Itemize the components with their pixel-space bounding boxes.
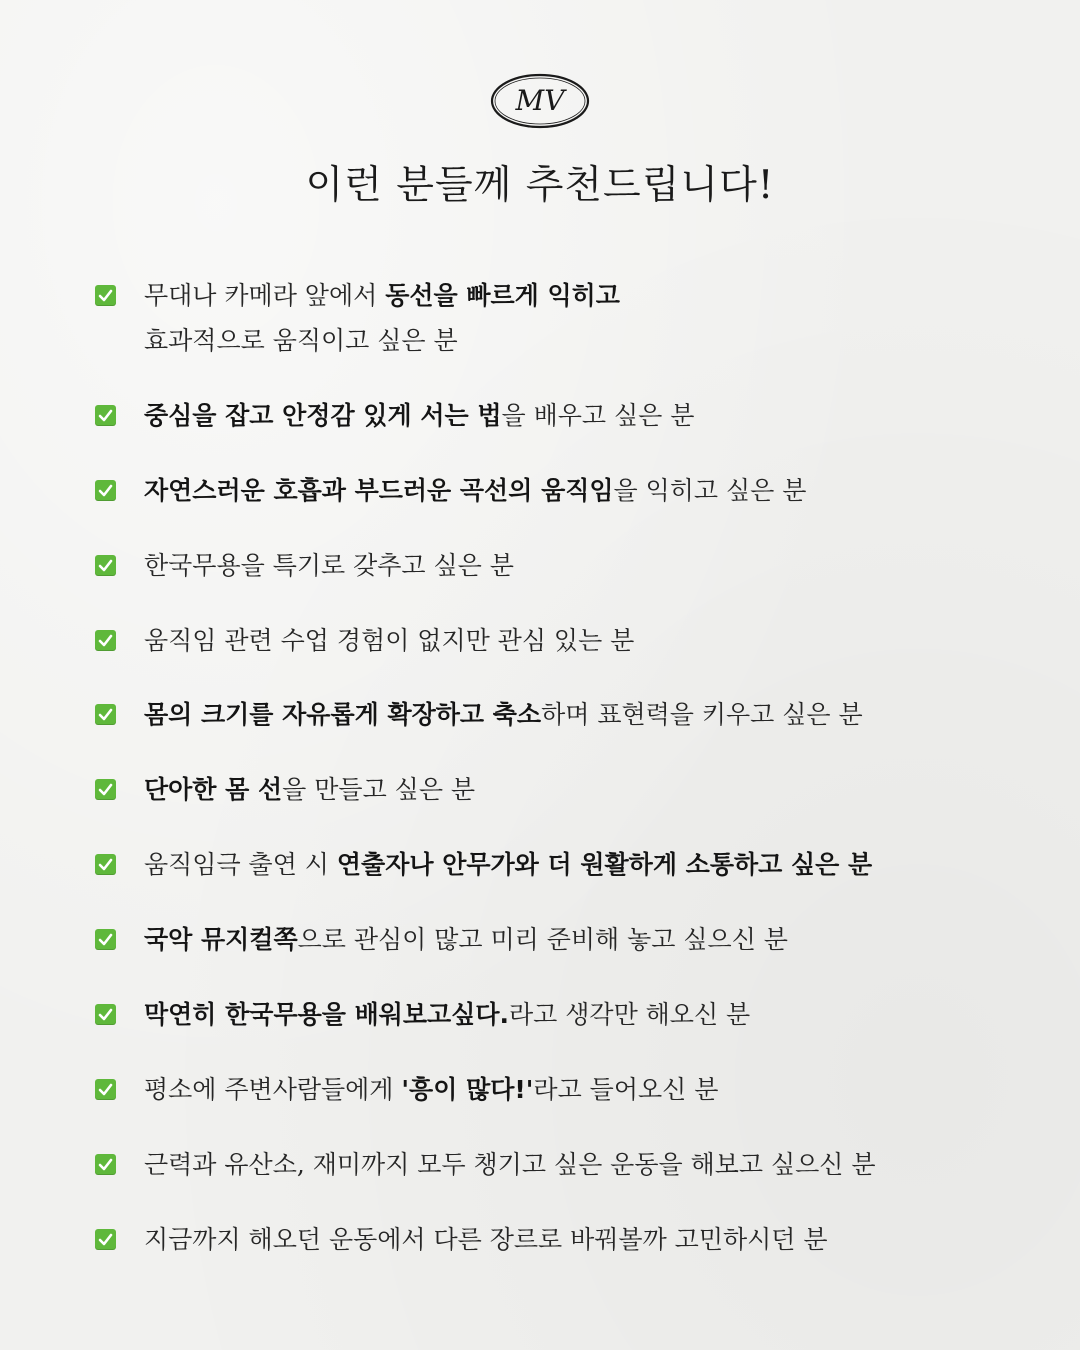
item-text-line: [144, 850, 872, 880]
item-text-line: [144, 326, 458, 356]
check-mark-icon: [95, 1079, 116, 1100]
check-mark-icon: [95, 1229, 116, 1250]
emphasized-text: 자연스러운 호흡과 부드러운 곡선의 움직임: [144, 476, 614, 505]
item-text: 움직임 관련 수업 경험이 없지만 관심 있는 분: [144, 626, 635, 655]
item-text-line: [144, 925, 788, 955]
emphasized-text: '흥이 많다!': [401, 1075, 534, 1104]
item-text: 으로 관심이 많고 미리 준비해 놓고 싶으신 분: [297, 925, 788, 954]
item-text: 라고 들어오신 분: [533, 1075, 719, 1104]
check-mark-icon: [95, 480, 116, 501]
check-mark-icon: [95, 854, 116, 875]
check-mark-icon: [95, 704, 116, 725]
emphasized-text: 중심을 잡고 안정감 있게 서는 법: [144, 401, 502, 430]
item-text-line: [144, 1225, 828, 1255]
item-text: 라고 생각만 해오신 분: [509, 1000, 751, 1029]
check-mark-icon: [95, 555, 116, 576]
item-text: 평소에 주변사람들에게: [144, 1075, 402, 1104]
item-text: 을 배우고 싶은 분: [501, 401, 695, 430]
emphasized-text: 연출자나 안무가와 더 원활하게 소통하고 싶은 분: [336, 850, 873, 879]
page-title: 이런 분들께 추천드립니다!: [305, 163, 775, 208]
item-text-line: [144, 700, 863, 730]
check-mark-icon: [95, 630, 116, 651]
item-text-line: [144, 775, 475, 805]
item-text: 하며 표현력을 키우고 싶은 분: [541, 700, 863, 729]
check-mark-icon: [95, 1154, 116, 1175]
emphasized-text: 몸의 크기를 자유롭게 확장하고 축소: [144, 700, 542, 729]
item-text-line: [144, 551, 514, 581]
item-text-line: [144, 281, 620, 311]
item-text: 무대나 카메라 앞에서: [144, 281, 386, 310]
item-text-line: [144, 1150, 876, 1180]
item-text-line: [144, 1000, 750, 1030]
item-text: 움직임극 출연 시: [144, 850, 337, 879]
item-text-line: [144, 626, 634, 656]
emphasized-text: 막연히 한국무용을 배워보고싶다.: [144, 1000, 510, 1029]
emphasized-text: 국악 뮤지컬쪽: [144, 925, 298, 954]
logo-text: MV: [515, 84, 565, 117]
item-text: 근력과 유산소, 재미까지 모두 챙기고 싶은 운동을 해보고 싶으신 분: [144, 1150, 876, 1179]
item-text: 효과적으로 움직이고 싶은 분: [144, 326, 458, 355]
item-text: 한국무용을 특기로 갖추고 싶은 분: [144, 551, 514, 580]
emphasized-text: 단아한 몸 선: [144, 775, 283, 804]
item-text: 지금까지 해오던 운동에서 다른 장르로 바꿔볼까 고민하시던 분: [144, 1225, 828, 1254]
item-text: 을 익히고 싶은 분: [613, 476, 807, 505]
item-text-line: [144, 401, 694, 431]
mv-logo: [489, 72, 591, 130]
item-text: 을 만들고 싶은 분: [282, 775, 476, 804]
check-mark-icon: [95, 405, 116, 426]
check-mark-icon: [95, 779, 116, 800]
check-mark-icon: [95, 1004, 116, 1025]
item-text-line: [144, 1075, 718, 1105]
emphasized-text: 동선을 빠르게 익히고: [385, 281, 620, 310]
check-mark-icon: [95, 929, 116, 950]
check-mark-icon: [95, 285, 116, 306]
item-text-line: [144, 476, 806, 506]
